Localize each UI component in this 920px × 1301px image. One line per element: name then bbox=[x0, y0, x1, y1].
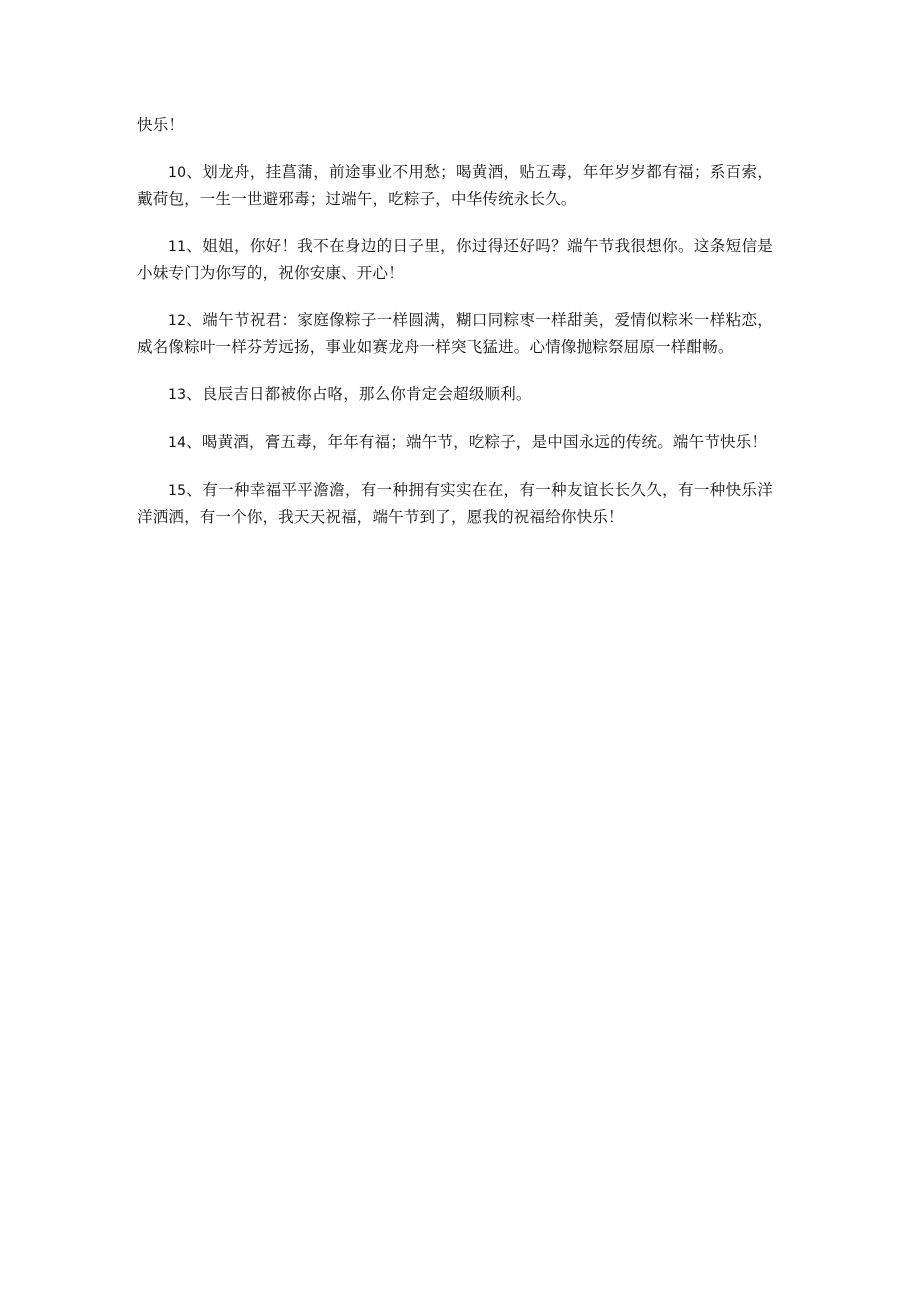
item-text: 、有一种幸福平平澹澹，有一种拥有实实在在，有一种友谊长长久久，有一种快乐洋洋洒洒，有一个你，我天天祝福，端午节到了，愿我的祝福给你快乐！ bbox=[137, 481, 773, 526]
item-number: 15 bbox=[168, 483, 187, 499]
paragraph-text: 快乐！ bbox=[137, 116, 185, 134]
item-text: 、良辰吉日都被你占咯，那么你肯定会超级顺利。 bbox=[186, 385, 532, 403]
paragraph-item-10 bbox=[137, 159, 773, 212]
item-number: 13 bbox=[168, 387, 187, 403]
item-text: 、划龙舟，挂菖蒲，前途事业不用愁；喝黄酒，贴五毒，年年岁岁都有福；系百索，戴荷包，一生一世避邪毒；过端午，吃粽子，中华传统永长久。 bbox=[137, 163, 773, 208]
paragraph-item-11 bbox=[137, 233, 773, 286]
item-number: 12 bbox=[168, 313, 187, 329]
item-text: 、喝黄酒，膏五毒，年年有福；端午节，吃粽子，是中国永远的传统。端午节快乐！ bbox=[186, 433, 768, 451]
paragraph-item-12 bbox=[137, 307, 773, 360]
item-number: 11 bbox=[168, 239, 187, 255]
item-text: 、姐姐，你好！我不在身边的日子里，你过得还好吗？端午节我很想你。这条短信是小妹专门为你写的，祝你安康、开心！ bbox=[137, 237, 773, 282]
document-body bbox=[137, 112, 773, 551]
paragraph-item-13 bbox=[137, 381, 773, 408]
item-number: 14 bbox=[168, 435, 187, 451]
paragraph-item-15 bbox=[137, 477, 773, 530]
item-text: 、端午节祝君：家庭像粽子一样圆满，糊口同粽枣一样甜美，爱情似粽米一样粘恋，威名像粽叶一样芬芳远扬，事业如赛龙舟一样突飞猛进。心情像抛粽祭屈原一样酣畅。 bbox=[137, 311, 773, 356]
item-number: 10 bbox=[168, 165, 187, 181]
paragraph-item-14 bbox=[137, 429, 773, 456]
paragraph-continuation bbox=[137, 112, 773, 138]
